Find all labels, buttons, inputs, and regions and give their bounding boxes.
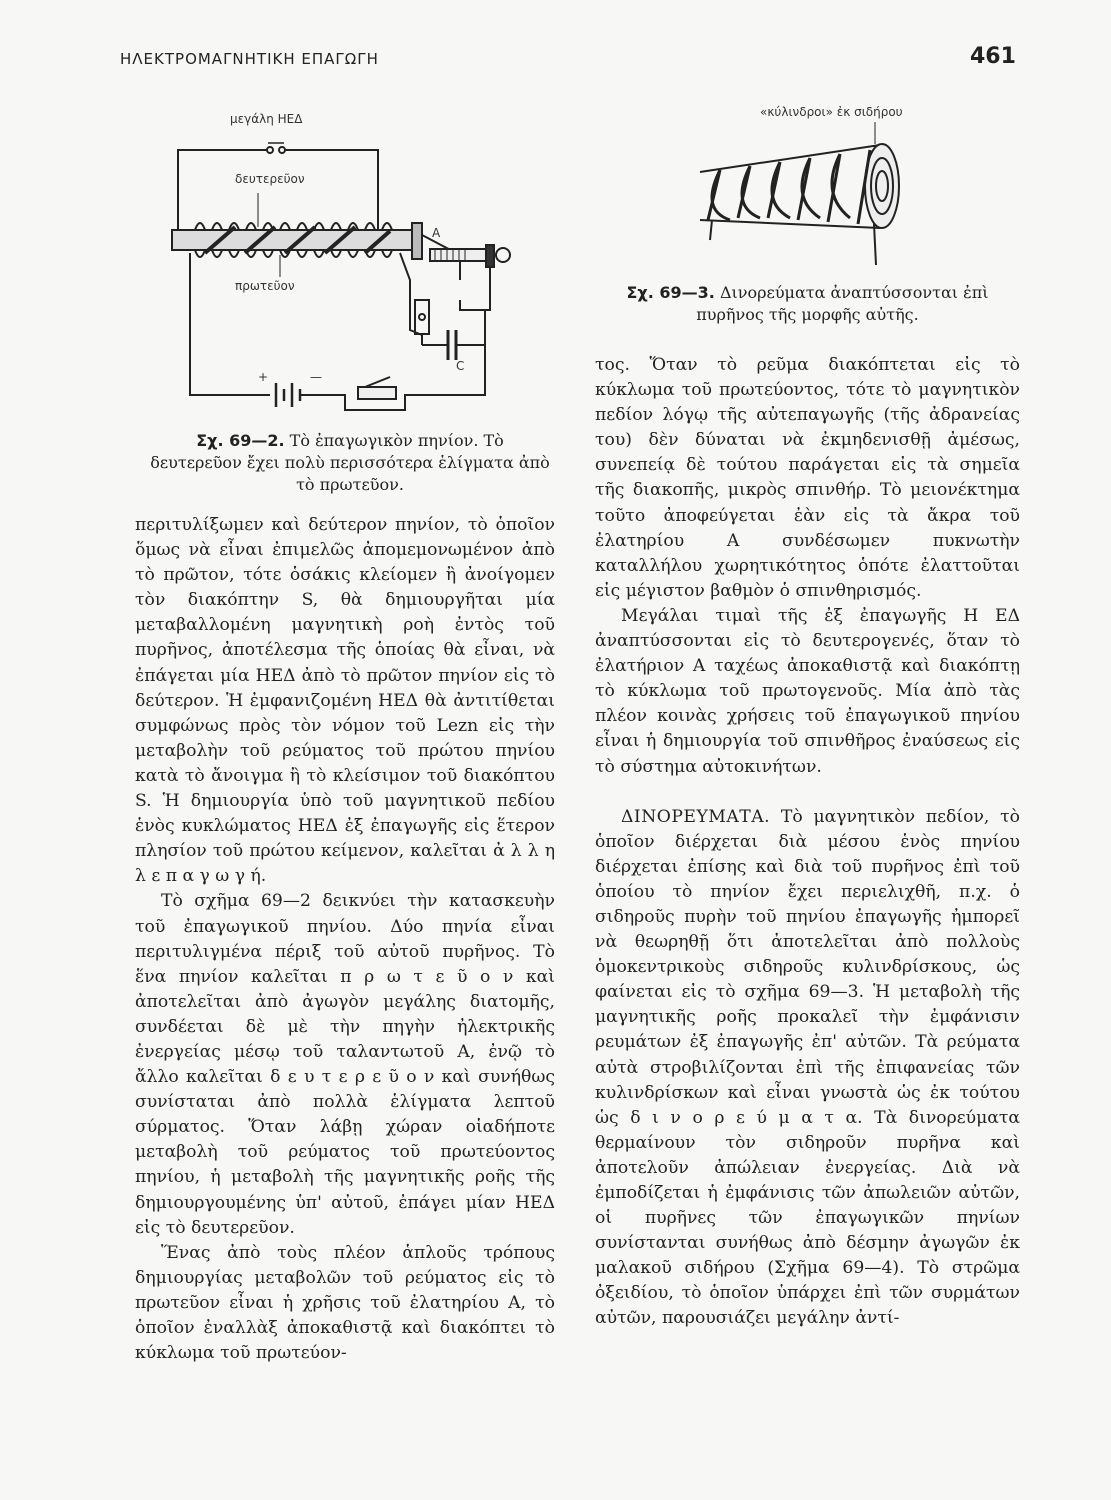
paragraph: Ἕνας ἀπὸ τοὺς πλέον ἁπλοῦς τρόπους δημιουργίας μεταβολῶν τοῦ ρεύματος εἰς τὸ πρωτεῦον εἶναι ἡ χρῆσις τοῦ ἐλατηρίου Α, τὸ ὁποῖον ἐναλλὰξ ἀποκαθιστᾷ καὶ διακόπτει τὸ κύκλωμα τοῦ πρωτεύον- xyxy=(135,1242,555,1364)
emf-label: μεγάλη ΗΕΔ xyxy=(230,112,303,126)
paragraph: Τὸ σχῆμα 69—2 δεικνύει τὴν κατασκευὴν τοῦ ἐπαγωγικοῦ πηνίου. Δύο πηνία εἶναι περιτυλιγμένα πέριξ τοῦ αὐτοῦ πυρῆνος. Τὸ ἕνα πηνίον καλεῖται π ρ ω τ ε ῦ ο ν καὶ ἀποτελεῖται ἀπὸ ἀγωγὸν μεγάλης διατομῆς, συνδέεται δὲ μὲ τὴν πηγὴν ἠλεκτρικῆς ἐνεργείας μέσῳ τοῦ ταλαντωτοῦ Α, ἐνῷ τὸ ἄλλο καλεῖται δ ε υ τ ε ρ ε ῦ ο ν καὶ συνήθως συνίσταται ἀπὸ πολλὰ ἑλίγματα λεπτοῦ σύρματος. Ὅταν λάβῃ χώραν οἱαδήποτε μεταβολὴ τοῦ ρεύματος τοῦ πρωτεύοντος πηνίου, ἡ μεταβολὴ τῆς μαγνητικῆς ροῆς τῆς δημιουργουμένης ὑπ' αὐτοῦ, ἐπάγει μίαν ΗΕΔ εἰς τὸ δευτερεῦον. xyxy=(135,891,555,1238)
caption-text: Δινορεύματα ἀναπτύσσονται ἐπὶ πυρῆνος τῆς μορφῆς αὐτῆς. xyxy=(696,283,989,324)
caption-number: Σχ. 69—2. xyxy=(196,431,285,450)
section-heading: ΔΙΝΟΡΕΥΜΑΤΑ. xyxy=(621,806,771,827)
figure-69-2-caption xyxy=(150,430,550,496)
left-column xyxy=(135,513,555,1366)
battery-plus-label: + xyxy=(258,370,269,384)
figure-69-3-caption xyxy=(595,282,1020,326)
iron-cylinder-figure xyxy=(690,100,1020,275)
paragraph xyxy=(595,805,1020,1332)
page-number: 461 xyxy=(970,44,1016,69)
paragraph: περιτυλίξωμεν καὶ δεύτερον πηνίον, τὸ ὁποῖον ὅμως νὰ εἶναι ἐπιμελῶς ἀπομεμονωμένον ἀπὸ τὸ πρῶτον, τότε ὁσάκις κλείομεν ἢ ἀνοίγομεν τὸν διακόπτην S, θὰ δημιουργῆται μία μεταβαλλομένη μαγνητικὴ ροὴ ἐντὸς τοῦ πυρῆνος, ἀποτέλεσμα τῆς ὁποίας θὰ εἶναι, νὰ ἐπάγεται μία ΗΕΔ ἀπὸ τὸ πρῶτον πηνίον εἰς τὸ δεύτερον. Ἡ ἐμφανιζομένη ΗΕΔ θὰ ἀντιτίθεται συμφώνως πρὸς τὸν νόμον τοῦ Lezn εἰς τὴν μεταβολὴν τοῦ ρεύματος τοῦ πρώτου πηνίου κατὰ τὸ ἄνοιγμα ἢ τὸ κλείσιμον τοῦ διακόπτου S. Ἡ δημιουργία ὑπὸ τοῦ μαγνητικοῦ πεδίου ἑνὸς κυκλώματος ΗΕΔ ἐξ ἐπαγωγῆς εἰς ἕτερον πλησίον τοῦ πρώτου κείμενον, καλεῖται ἀ λ λ η λ ε π α γ ω γ ή. xyxy=(135,515,555,887)
capacitor-c-label: C xyxy=(456,359,465,373)
running-title: ΗΛΕΚΤΡΟΜΑΓΝΗΤΙΚΗ ΕΠΑΓΩΓΗ xyxy=(120,50,379,68)
section-text: Τὸ μαγνητικὸν πεδίον, τὸ ὁποῖον διέρχεται διὰ μέσου ἑνὸς πηνίου διέρχεται ἐπίσης καὶ διὰ τοῦ πυρῆνος ἐπὶ τοῦ ὁποίου τὸ πηνίον ἔχει περιελιχθῆ, π.χ. ὁ σιδηροῦς πυρὴν τοῦ πηνίου ἐπαγωγῆς ἠμπορεῖ νὰ θεωρηθῇ ὅτι ἀποτελεῖται ἀπὸ πολλοὺς ὁμοκεντρικοὺς σιδηροῦς κυλινδρίσκους, ὡς φαίνεται εἰς τὸ σχῆμα 69—3. Ἡ μεταβολὴ τῆς μαγνητικῆς ροῆς προκαλεῖ τὴν ἐμφάνισιν ρευμάτων ἐξ ἐπαγωγῆς ἐπ' αὐτῶν. Τὰ ρεύματα αὐτὰ στροβιλίζονται ἐπὶ τῆς ἐπιφανείας τῶν κυλινδρίσκων καὶ εἶναι γνωστὰ ὡς ἐκ τούτου ὡς δ ι ν ο ρ ε ύ μ α τ α. Τὰ δινορεύματα θερμαίνουν τὸν σιδηροῦν πυρῆνα καὶ ἀποτελοῦν ἀπώλειαν ἐνεργείας. Διὰ νὰ ἐμποδίζεται ἡ ἐμφάνισις τῶν ἀπωλειῶν αὐτῶν, οἱ πυρῆνες τῶν ἐπαγωγικῶν πηνίων συνίστανται συνήθως ἀπὸ δέσμην ἀγωγῶν ἐκ μαλακοῦ σιδήρου (Σχῆμα 69—4). Τὸ στρῶμα ὀξειδίου, τὸ ὁποῖον ὑπάρχει ἐπὶ τῶν συρμάτων αὐτῶν, παρουσιάζει μεγάλην ἀντί- xyxy=(595,806,1020,1329)
secondary-label: δευτερεῦον xyxy=(235,172,305,186)
spring-a-label: A xyxy=(432,226,441,240)
battery-minus-label: — xyxy=(310,370,322,384)
caption-number: Σχ. 69—3. xyxy=(626,283,715,302)
right-column xyxy=(595,353,1020,1332)
caption-text: Τὸ ἐπαγωγικὸν πηνίον. Τὸ δευτερεῦον ἔχει πολὺ περισσότερα ἑλίγματα ἀπὸ τὸ πρωτεῦον. xyxy=(150,431,550,494)
primary-label: πρωτεῦον xyxy=(235,279,295,293)
paragraph: Μεγάλαι τιμαὶ τῆς ἐξ ἐπαγωγῆς Η ΕΔ ἀναπτύσσονται εἰς τὸ δευτερογενές, ὅταν τὸ ἐλατήριον Α ταχέως ἀποκαθιστᾷ καὶ διακόπτῃ τὸ κύκλωμα τοῦ πρωτογενοῦς. Μία ἀπὸ τὰς πλέον κοινὰς χρήσεις τοῦ ἐπαγωγικοῦ πηνίου εἶναι ἡ δημιουργία τοῦ σπινθῆρος ἐναύσεως εἰς τὸ σύστημα αὐτοκινήτων. xyxy=(595,605,1020,777)
iron-cylinders-label: «κύλινδροι» ἐκ σιδήρου xyxy=(760,105,903,119)
paragraph: τος. Ὅταν τὸ ρεῦμα διακόπτεται εἰς τὸ κύκλωμα τοῦ πρωτεύοντος, τότε τὸ μαγνητικὸν πεδίον λόγῳ τῆς αὐτεπαγωγῆς (τῆς ἀδρανείας του) δὲν δύναται νὰ ἐκμηδενισθῇ ἀμέσως, συνεπείᾳ δὲ τούτου παράγεται εἰς τὰ σημεῖα τῆς διακοπῆς, μικρὸς σπινθήρ. Τὸ μειονέκτημα τοῦτο ἀποφεύγεται ἐὰν εἰς τὰ ἄκρα τοῦ ἐλατηρίου Α συνδέσωμεν πυκνωτὴν καταλλήλου χωρητικότητος ὁπότε ἐλαττοῦται εἰς μέγιστον βαθμὸν ὁ σπινθηρισμός. xyxy=(595,355,1020,601)
induction-coil-figure xyxy=(160,105,530,425)
